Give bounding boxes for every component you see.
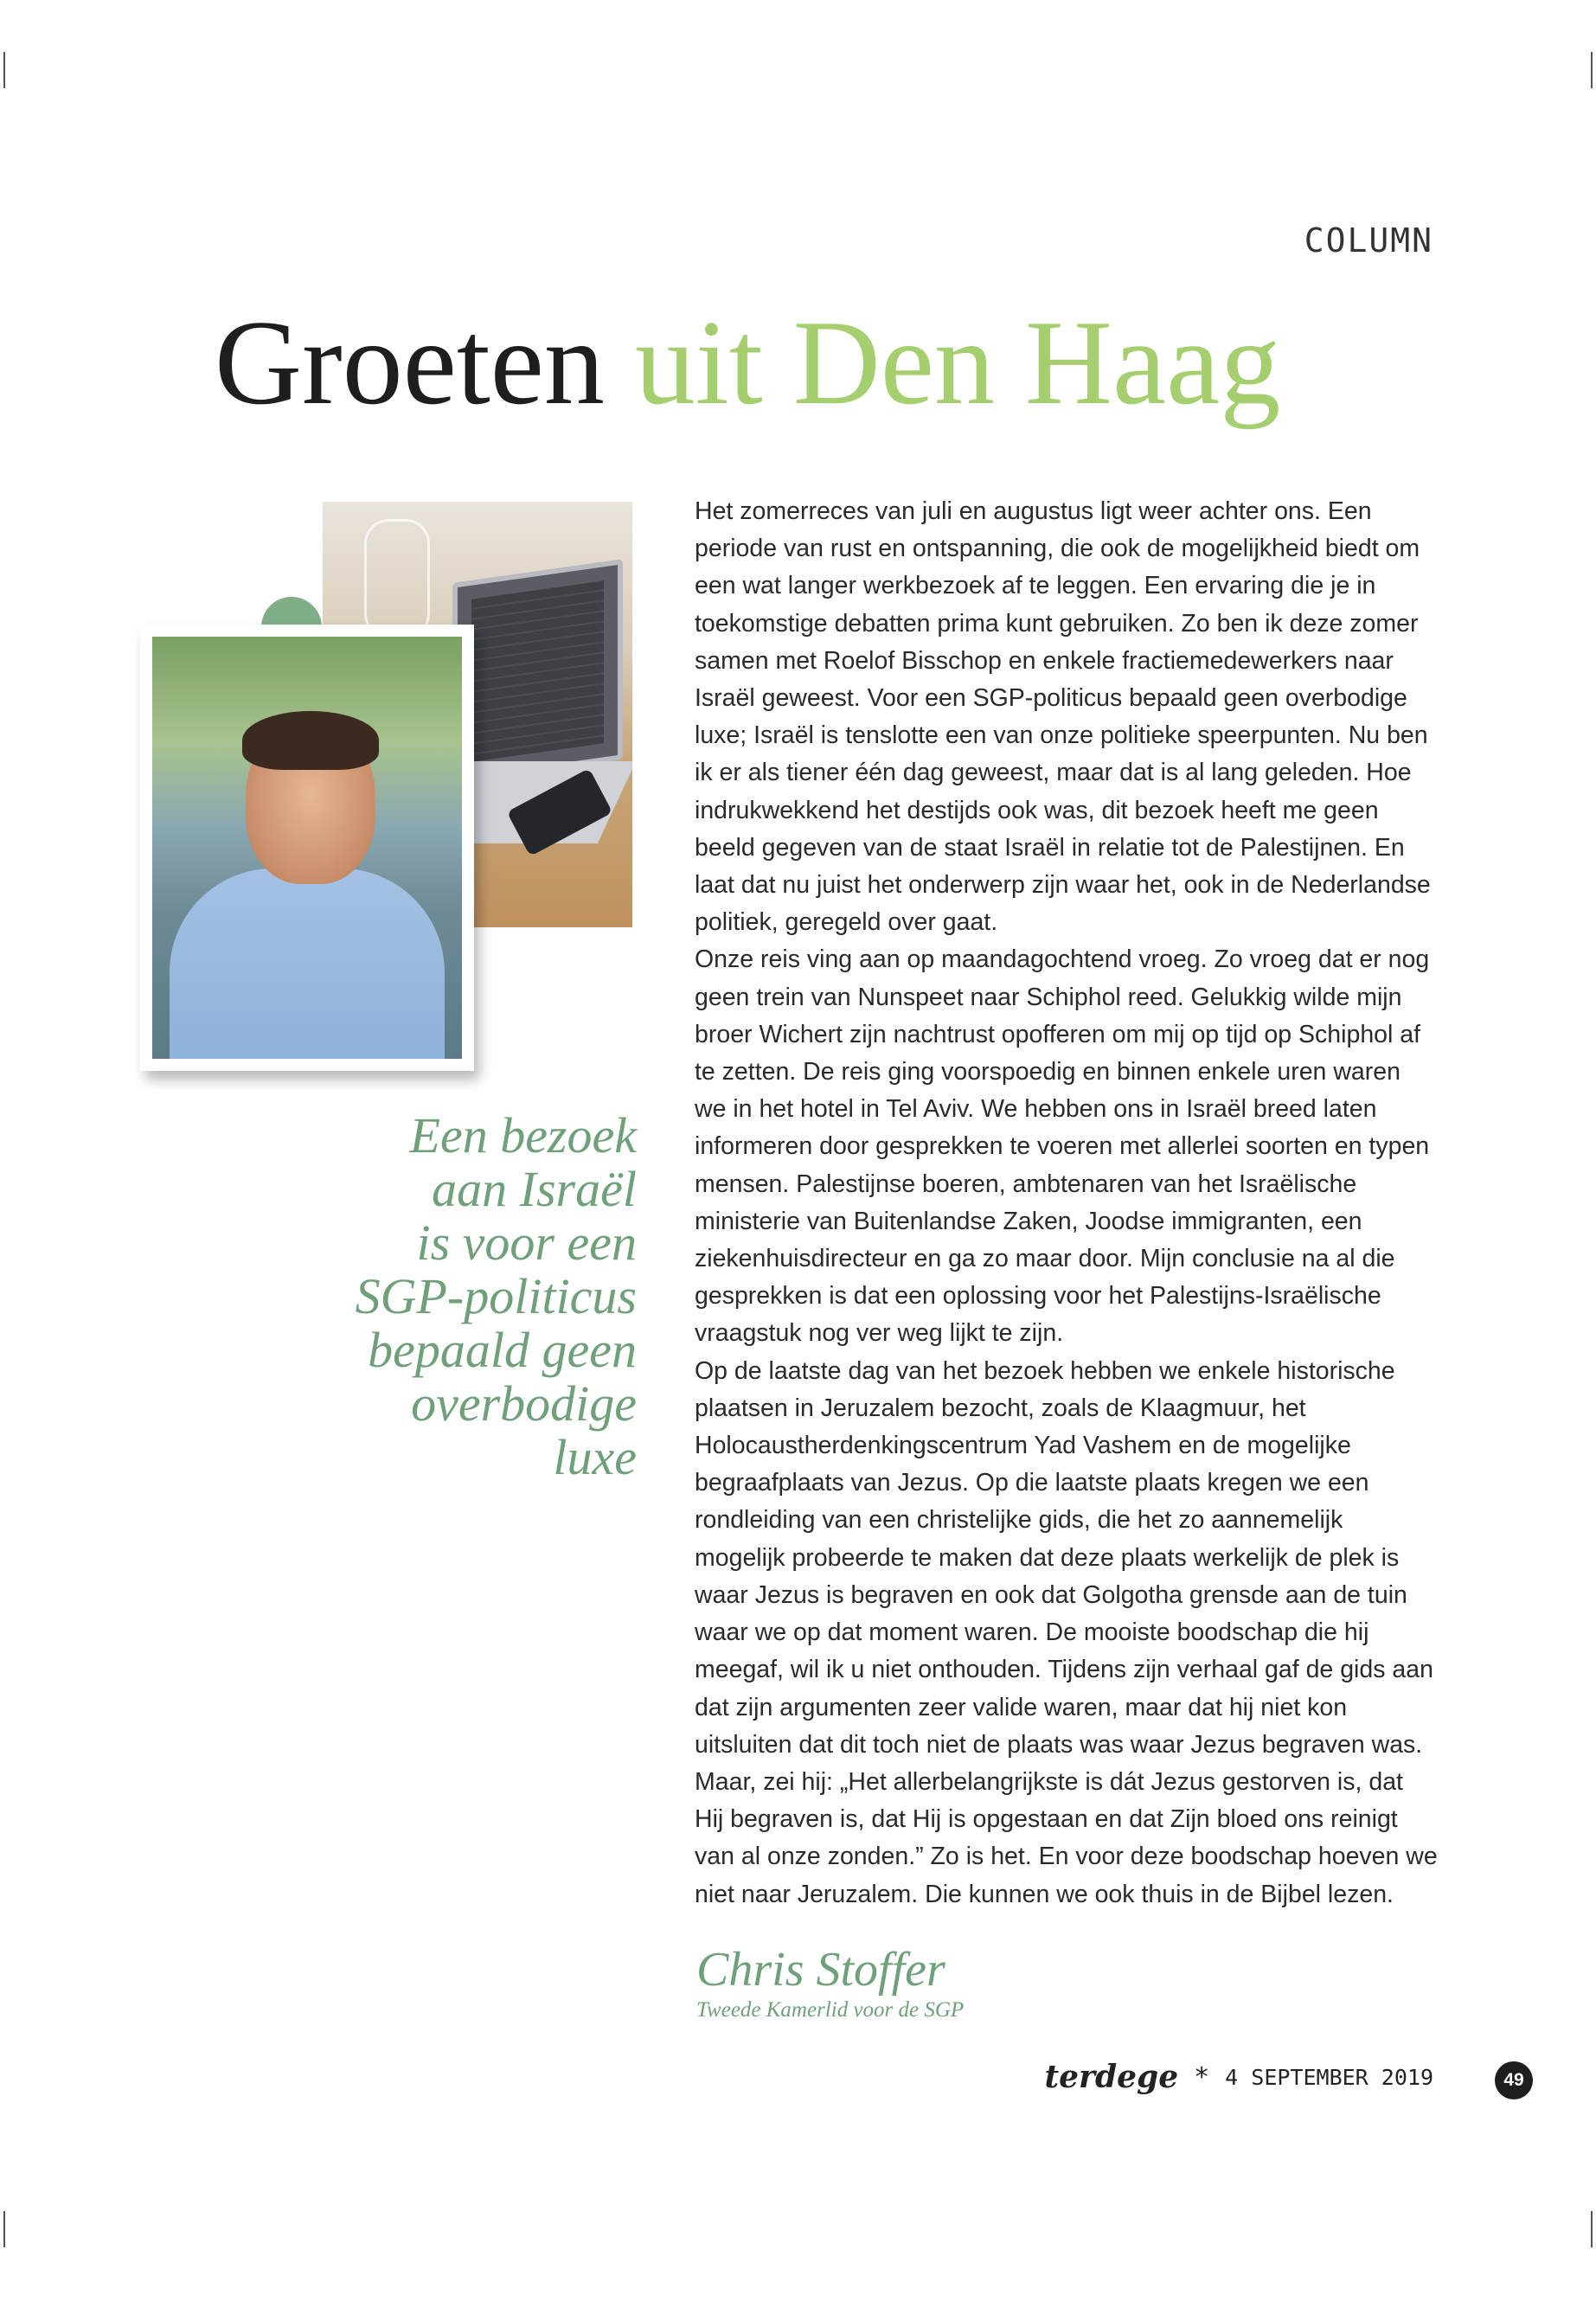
section-label: COLUMN bbox=[1304, 221, 1433, 260]
article-paragraph: Op de laatste dag van het bezoek hebben we enkele historische plaatsen in Jeruzalem bezocht, zoals de Klaagmuur, het Holocaustherdenkingscentrum Yad Vashem en de mogelijke begraafplaats van Jezus. Op die laatste plaats kregen we een rondleiding van een christelijke gids, die het zo aannemelijk mogelijk probeerde te maken dat deze plaats werkelijk de plek is waar Jezus is begraven en ook dat Golgotha grensde aan de tuin waar we op dat moment waren. De mooiste boodschap die hij meegaf, wil ik u niet onthouden. Tijdens zijn verhaal gaf de gids aan dat zijn argumenten zeer valide waren, maar dat hij niet kon uitsluiten dat dit toch niet de plaats was waar Jezus begraven was. Maar, zei hij: „Het allerbelangrijkste is dát Jezus gestorven is, dat Hij begraven is, dat Hij is opgestaan en dat Zijn bloed ons reinigt van al onze zonden.” Zo is het. En voor deze boodschap hoeven we niet naar Jeruzalem. Die kunnen we ook thuis in de Bijbel lezen. bbox=[695, 1356, 1438, 1908]
portrait-shirt bbox=[170, 868, 445, 1059]
title-dark: Groeten bbox=[215, 296, 605, 430]
article-body bbox=[695, 493, 1439, 1913]
title-accent: uit Den Haag bbox=[634, 296, 1281, 430]
laptop-icon bbox=[452, 559, 623, 784]
pull-quote-line: aan Israël bbox=[432, 1161, 637, 1217]
crop-mark-bottom-right bbox=[1591, 2211, 1593, 2247]
author-portrait bbox=[152, 637, 462, 1059]
pull-quote-line: is voor een bbox=[416, 1215, 637, 1271]
article-paragraph: Het zomerreces van juli en augustus ligt weer achter ons. Een periode van rust en ontspanning, die ook de mogelijkheid biedt om een wat langer werkbezoek af te leggen. Een ervaring die je in toekomstige debatten prima kunt gebruiken. Zo ben ik deze zomer samen met Roelof Bisschop en enkele fractiemedewerkers naar Israël geweest. Voor een SGP-politicus bepaald geen overbodige luxe; Israël is tenslotte een van onze politieke speerpunten. Nu ben ik er als tiener één dag geweest, maar dat is al lang geleden. Hoe indrukwekkend het destijds ook was, dit bezoek heeft me geen beeld gegeven van de staat Israël in relatie tot de Palestijnen. En laat dat nu juist het onderwerp zijn waar het, ook in de Nederlandse politiek, geregeld over gaat. bbox=[695, 497, 1431, 937]
crop-mark-top-left bbox=[3, 52, 5, 88]
article-paragraph: Onze reis ving aan op maandagochtend vroeg. Zo vroeg dat er nog geen trein van Nunspeet naar Schiphol reed. Gelukkig wilde mijn broer Wichert zijn nachtrust opofferen om mij op tijd op Schiphol af te zetten. De reis ging voorspoedig en binnen enkele uren waren we in het hotel in Tel Aviv. We hebben ons in Israël breed laten informeren door gesprekken te voeren met allerlei soorten en typen mensen. Palestijnse boeren, ambtenaren van het Israëlische ministerie van Buitenlandse Zaken, Joodse immigranten, een ziekenhuisdirecteur en ga zo maar door. Mijn conclusie na al die gesprekken is dat een oplossing voor het Palestijns-Israëlische vraagstuk nog ver weg lijkt te zijn. bbox=[695, 945, 1430, 1348]
pull-quote bbox=[311, 1109, 637, 1484]
page-footer bbox=[1044, 2059, 1433, 2095]
pull-quote-line: luxe bbox=[553, 1429, 637, 1485]
issue-date: 4 SEPTEMBER 2019 bbox=[1225, 2064, 1433, 2090]
laptop-screen bbox=[471, 580, 604, 762]
page-number-badge: 49 bbox=[1495, 2061, 1533, 2099]
author-portrait-frame bbox=[140, 625, 474, 1071]
crop-mark-bottom-left bbox=[3, 2211, 5, 2247]
author-name: Chris Stoffer bbox=[696, 1943, 945, 1997]
page-title bbox=[215, 294, 1426, 433]
author-role: Tweede Kamerlid voor de SGP bbox=[696, 1998, 965, 2022]
pull-quote-line: overbodige bbox=[411, 1375, 637, 1432]
pull-quote-line: bepaald geen bbox=[368, 1322, 637, 1378]
crop-mark-top-right bbox=[1591, 52, 1593, 88]
magazine-logo: terdege bbox=[1044, 2059, 1179, 2095]
star-icon: * bbox=[1194, 2061, 1210, 2093]
pull-quote-line: Een bezoek bbox=[409, 1107, 637, 1163]
pull-quote-line: SGP-politicus bbox=[355, 1268, 637, 1324]
portrait-hair bbox=[242, 711, 379, 770]
